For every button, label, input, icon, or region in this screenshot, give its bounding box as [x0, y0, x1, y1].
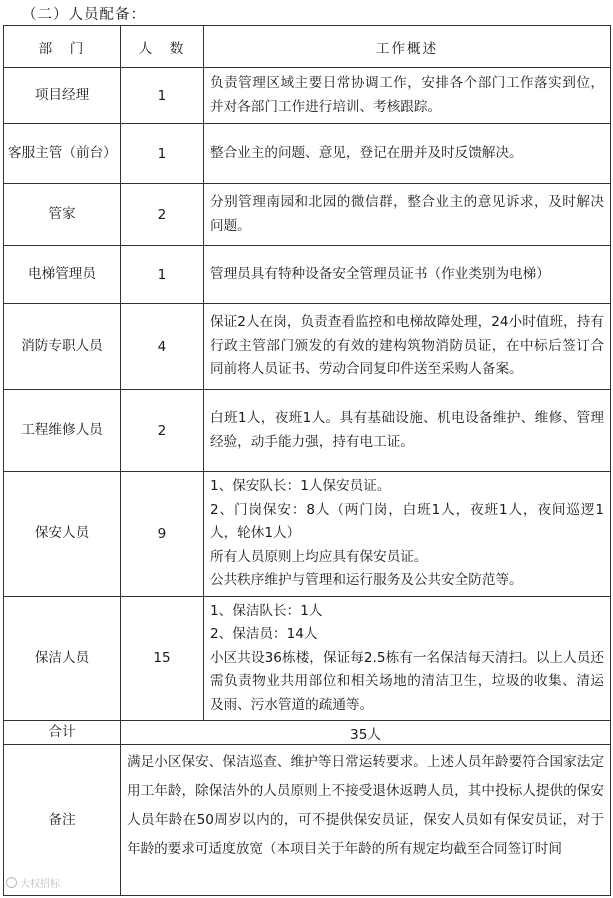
- count-cell: 1: [121, 124, 204, 184]
- desc-cell: [204, 184, 611, 246]
- desc-cell: [204, 304, 611, 390]
- table-row: [4, 390, 611, 472]
- watermark: [6, 875, 60, 890]
- dept-cell: 管家: [4, 184, 121, 246]
- count-cell: 1: [121, 68, 204, 124]
- desc-line: 公共秩序维护与管理和运行服务及公共安全防范等。: [210, 572, 523, 588]
- staffing-table: [3, 25, 611, 896]
- count-cell: 2: [121, 184, 204, 246]
- desc-line: 管理员具有特种设备安全管理员证书（作业类别为电梯）: [210, 265, 550, 282]
- header-dept: 部 门: [4, 26, 121, 68]
- desc-line: 2、门岗保安：8人（两门岗，白班1人，夜班1人，夜间巡逻1人，轮休1人）: [210, 501, 604, 541]
- desc-line: 保证2人在岗，负责查看监控和电梯故障处理，24小时值班，持有行政主管部门颁发的有效的建构筑物消防员证，在中标后签订合同前将人员证书、劳动合同复印件送至采购人备案。: [210, 314, 604, 378]
- desc-line: 1、保洁队长：1人: [210, 602, 323, 619]
- desc-line: 负责管理区域主要日常协调工作，安排各个部门工作落实到位，并对各部门工作进行培训、考核跟踪。: [210, 75, 604, 115]
- count-cell: 2: [121, 390, 204, 472]
- dept-cell: 工程维修人员: [4, 390, 121, 472]
- watermark-logo-icon: [6, 877, 17, 888]
- table-header-row: [4, 26, 611, 68]
- remarks-row: [4, 745, 611, 896]
- watermark-text: 大权招标: [20, 879, 60, 890]
- desc-line: 白班1人，夜班1人。具有基础设施、机电设备维护、维修、管理经验，动手能力强，持有电工证。: [210, 410, 604, 450]
- remarks-label: 备注: [4, 745, 121, 896]
- table-row: [4, 184, 611, 246]
- desc-cell: [204, 390, 611, 472]
- dept-cell: 保洁人员: [4, 596, 121, 721]
- desc-cell: [204, 596, 611, 721]
- table-row: [4, 596, 611, 721]
- total-value: 35人: [121, 721, 611, 745]
- desc-cell: [204, 246, 611, 304]
- dept-cell: 项目经理: [4, 68, 121, 124]
- desc-line: 小区共设36栋楼，保证每2.5栋有一名保洁每天清扫。以上人员还需负责物业共用部位和相关场地的清洁卫生，垃圾的收集、清运及雨、污水管道的疏通等。: [210, 649, 604, 713]
- dept-cell: 消防专职人员: [4, 304, 121, 390]
- desc-line: 所有人员原则上均应具有保安员证。: [210, 548, 428, 565]
- table-row: [4, 246, 611, 304]
- dept-cell: 电梯管理员: [4, 246, 121, 304]
- table-row: [4, 68, 611, 124]
- desc-cell: [204, 124, 611, 184]
- desc-line: 2、保洁员：14人: [210, 626, 318, 642]
- desc-cell: [204, 472, 611, 597]
- desc-line: 1、保安队长：1人保安员证。: [210, 478, 391, 494]
- remarks-text: 满足小区保安、保洁巡查、维护等日常运转要求。上述人员年龄要符合国家法定用工年龄，除保洁外的人员原则上不接受退休返聘人员，其中投标人提供的保安人员年龄在50周岁以内的，可不提供保安员证，保安人员如有保安员证，对于年龄的要求可适度放宽（本项目关于年龄的所有规定均截至合同签订时间: [121, 745, 611, 896]
- count-cell: 9: [121, 472, 204, 597]
- total-row: [4, 721, 611, 745]
- total-label: 合计: [4, 721, 121, 745]
- count-cell: 1: [121, 246, 204, 304]
- desc-line: 整合业主的问题、意见，登记在册并及时反馈解决。: [210, 144, 523, 161]
- table-row: [4, 124, 611, 184]
- desc-line: 分别管理南园和北园的微信群，整合业主的意见诉求，及时解决问题。: [210, 194, 604, 234]
- desc-cell: [204, 68, 611, 124]
- count-cell: 15: [121, 596, 204, 721]
- header-desc: 工作概述: [204, 26, 611, 68]
- table-row: [4, 472, 611, 597]
- dept-cell: 客服主管（前台）: [4, 124, 121, 184]
- count-cell: 4: [121, 304, 204, 390]
- dept-cell: 保安人员: [4, 472, 121, 597]
- section-heading: （二）人员配备：: [22, 7, 146, 23]
- header-count: 人 数: [121, 26, 204, 68]
- table-row: [4, 304, 611, 390]
